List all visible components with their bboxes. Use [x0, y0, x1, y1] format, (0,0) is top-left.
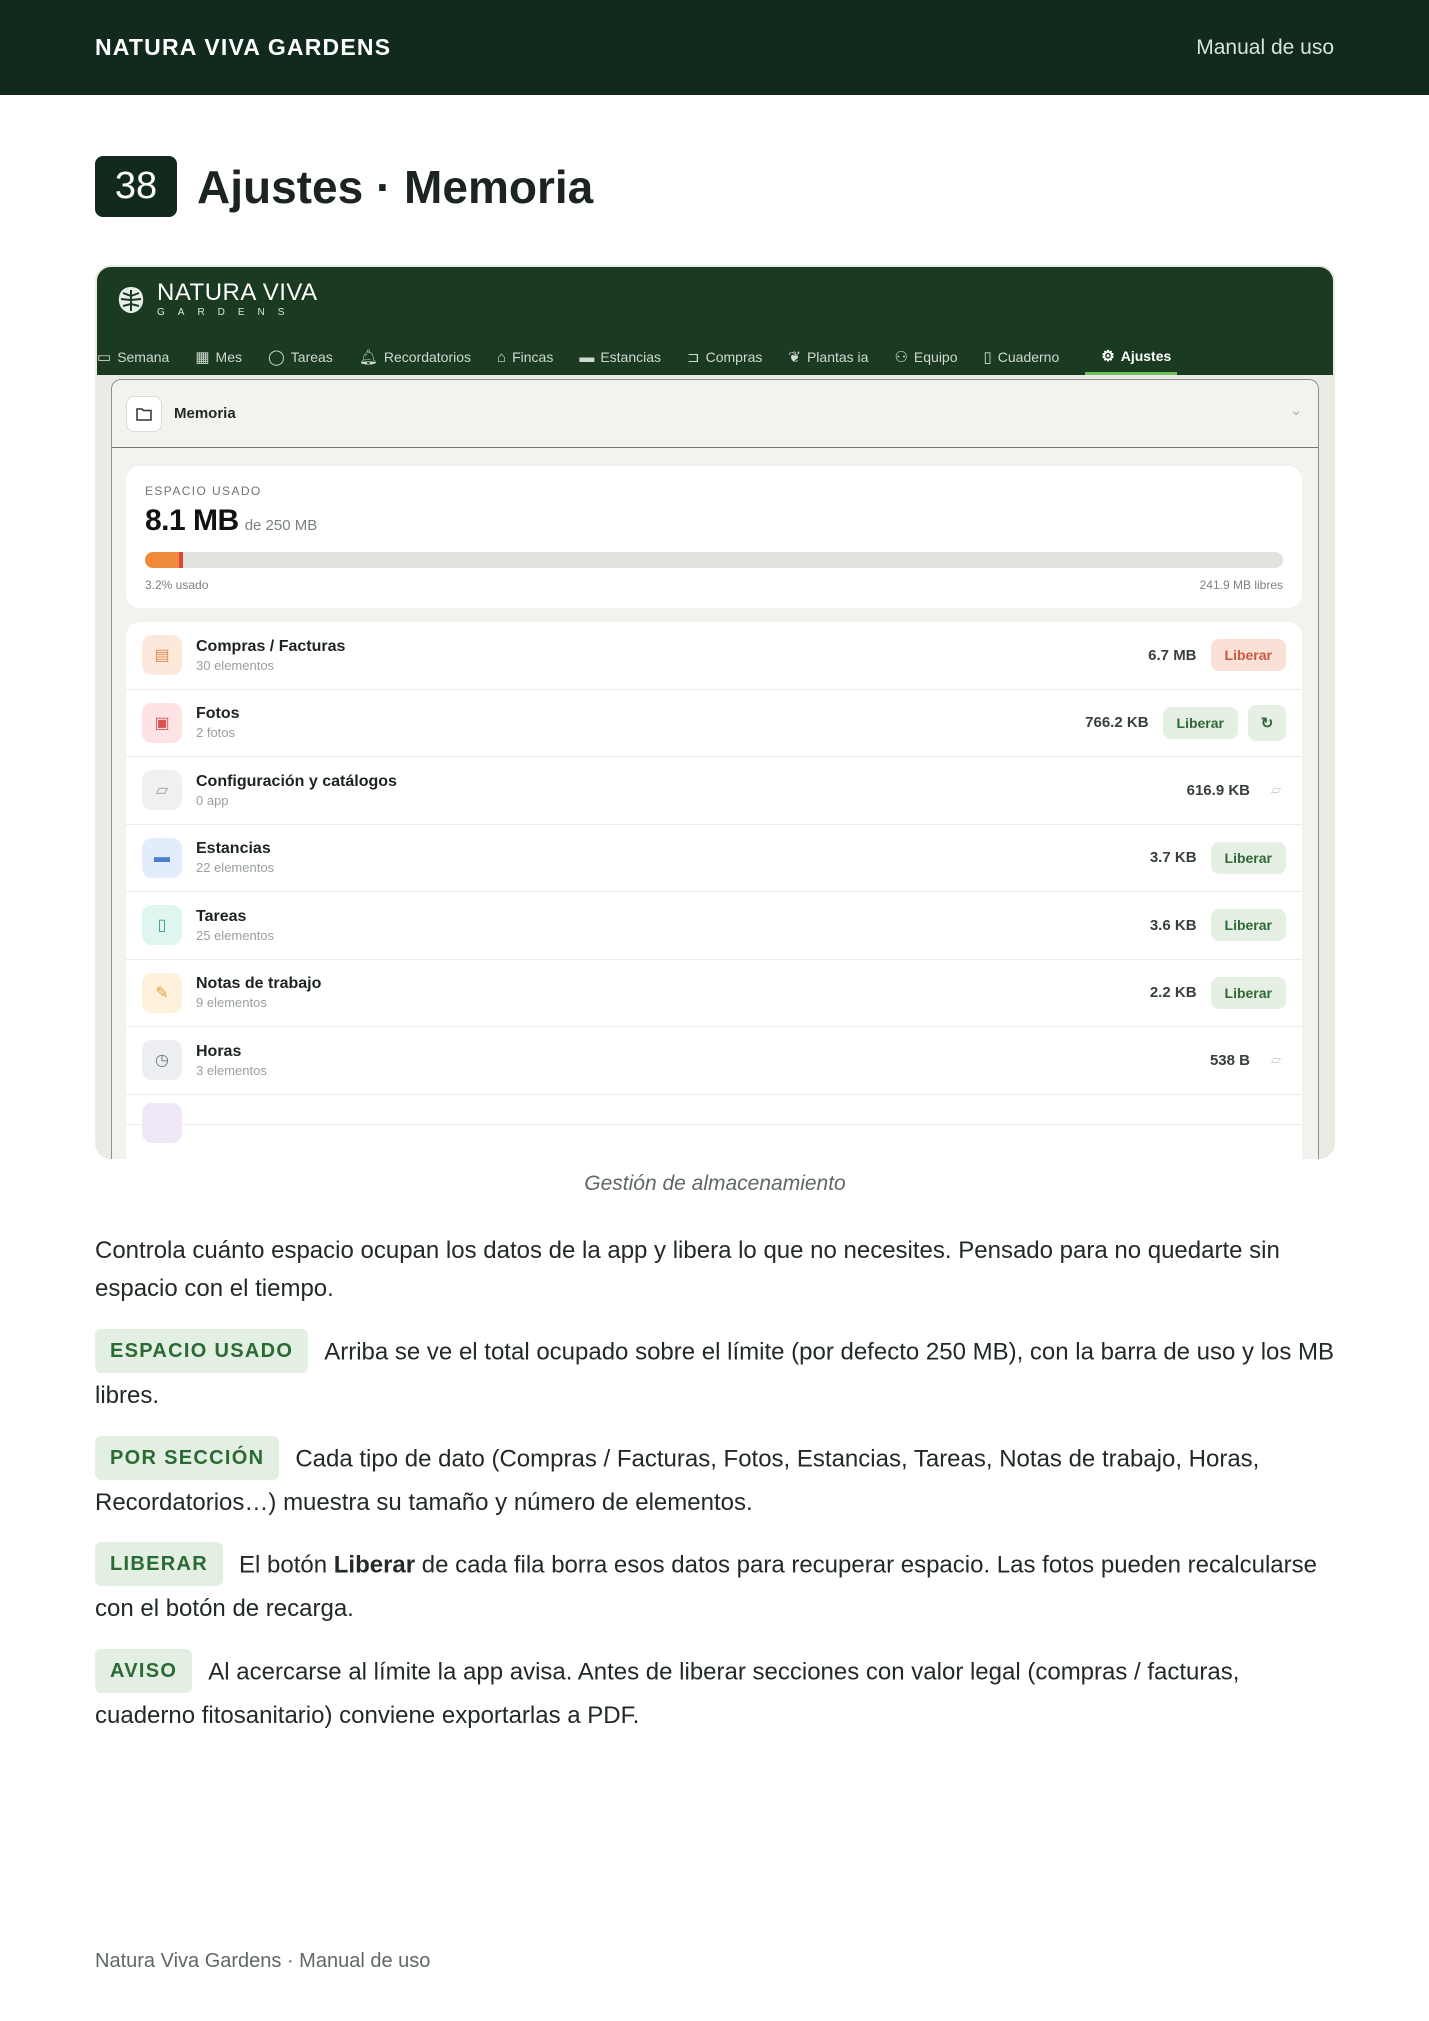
- tag-badge: ESPACIO USADO: [95, 1329, 308, 1373]
- folder-icon: ▱: [142, 770, 182, 810]
- row-count: 9 elementos: [196, 995, 267, 1011]
- row-size: 766.2 KB: [1085, 714, 1149, 732]
- clock-icon: ◷: [142, 1040, 182, 1080]
- usage-free: 241.9 MB libres: [1199, 578, 1283, 592]
- app-screenshot: [95, 265, 1335, 1159]
- item-text: Al acercarse al límite la app avisa. Antes de liberar secciones con valor legal (compras / facturas, cuaderno fitosanitario) conviene exportarlas a PDF.: [95, 1658, 1240, 1729]
- liberar-button[interactable]: Liberar: [1211, 909, 1286, 941]
- row-size: 6.7 MB: [1148, 646, 1197, 664]
- row-size: 2.2 KB: [1149, 984, 1197, 1002]
- storage-row: [126, 1027, 1302, 1095]
- row-size: 538 B: [1209, 1051, 1250, 1069]
- plant-icon: ❦: [788, 349, 801, 366]
- nav-item-semana[interactable]: [97, 339, 179, 375]
- row-size: 3.7 KB: [1149, 849, 1197, 867]
- folder-icon: ▱: [1271, 782, 1281, 798]
- folder-icon: ▱: [1271, 1052, 1281, 1068]
- nav-label: Equipo: [913, 349, 958, 365]
- bell-icon: [142, 1103, 182, 1143]
- row-size: 3.6 KB: [1149, 916, 1197, 934]
- usage-label: ESPACIO USADO: [145, 484, 262, 498]
- liberar-button[interactable]: Liberar: [1163, 707, 1238, 739]
- image-icon: ▣: [142, 703, 182, 743]
- calendar-icon: ▭: [97, 349, 112, 366]
- liberar-button[interactable]: Liberar: [1211, 639, 1286, 671]
- storage-row: [126, 892, 1302, 960]
- bell-icon: 🔔︎: [358, 349, 378, 366]
- liberar-button[interactable]: Liberar: [1211, 977, 1286, 1009]
- storage-row: [126, 757, 1302, 825]
- folder-icon: [126, 396, 162, 432]
- storage-row-partial: [126, 1095, 1302, 1125]
- top-bar: [0, 0, 1429, 95]
- storage-list: [126, 622, 1302, 1159]
- app-logo: [115, 281, 318, 319]
- nav-label: Mes: [215, 349, 242, 365]
- storage-row: [126, 825, 1302, 893]
- reload-icon[interactable]: ↻: [1248, 705, 1286, 741]
- page-title: Ajustes · Memoria: [197, 160, 594, 213]
- usage-bar: [145, 552, 1283, 568]
- storage-row: [126, 690, 1302, 758]
- storage-row: [126, 960, 1302, 1028]
- brand-name: NATURA VIVA GARDENS: [95, 34, 392, 60]
- nav-label: Cuaderno: [997, 349, 1060, 365]
- figure-caption: Gestión de almacenamiento: [584, 1172, 846, 1195]
- storage-row: [126, 622, 1302, 690]
- check-circle-icon: ◯: [267, 349, 285, 366]
- nav-item-plantas-ia[interactable]: [788, 339, 878, 375]
- item-text-bold: Liberar: [333, 1551, 416, 1579]
- pencil-icon: ✎: [142, 973, 182, 1013]
- row-name: Configuración y catálogos: [196, 772, 397, 790]
- item-text-after: de cada fila borra esos datos para recuperar espacio. Las fotos pueden recalcularse con el botón de recarga.: [95, 1551, 1317, 1622]
- clipboard-icon: ▯: [983, 349, 992, 366]
- row-name: Estancias: [196, 840, 271, 858]
- memory-header[interactable]: [112, 380, 1318, 448]
- row-name: Compras / Facturas: [196, 637, 346, 655]
- row-name: Tareas: [196, 907, 247, 925]
- nav-label: Plantas ia: [806, 349, 869, 365]
- monstera-leaf-icon: [115, 284, 147, 316]
- nav-item-equipo[interactable]: [894, 339, 967, 375]
- nav-label: Fincas: [512, 349, 554, 365]
- row-count: 2 fotos: [196, 725, 236, 741]
- item-espacio-usado: [95, 1331, 1335, 1417]
- bed-icon: ▬: [579, 348, 595, 366]
- liberar-button[interactable]: Liberar: [1211, 842, 1286, 874]
- bed-icon: ▬: [142, 838, 182, 878]
- nav-label: Semana: [117, 349, 170, 365]
- row-size: 616.9 KB: [1186, 781, 1250, 799]
- chevron-down-icon[interactable]: ⌄: [1290, 402, 1302, 418]
- item-text-before: El botón: [239, 1551, 334, 1579]
- nav-item-estancias[interactable]: [579, 339, 671, 375]
- nav-label: Recordatorios: [383, 349, 472, 365]
- usage-bar-marker: [179, 552, 183, 568]
- item-aviso: [95, 1651, 1335, 1737]
- nav-label: Compras: [705, 349, 763, 365]
- nav-item-cuaderno[interactable]: [984, 339, 1070, 375]
- users-icon: ⚇: [894, 349, 908, 366]
- row-count: 25 elementos: [196, 927, 275, 943]
- row-name: Fotos: [196, 705, 240, 723]
- usage-limit: de 250 MB: [244, 517, 318, 534]
- document-icon: ▤: [142, 635, 182, 675]
- doc-label: Manual de uso: [1196, 35, 1334, 59]
- memory-panel: [111, 379, 1319, 1159]
- clipboard-check-icon: ▯: [142, 905, 182, 945]
- intro-paragraph: Controla cuánto espacio ocupan los datos de la app y libera lo que no necesites. Pensado para no quedarte sin espacio con el tiempo.: [95, 1237, 1280, 1302]
- tag-badge: LIBERAR: [95, 1542, 223, 1586]
- logo-subtitle: GARDENS: [157, 307, 298, 318]
- row-count: 22 elementos: [196, 860, 275, 876]
- row-name: Horas: [196, 1042, 242, 1060]
- row-count: 0 app: [196, 792, 229, 808]
- calendar-grid-icon: ▦: [195, 349, 210, 366]
- nav-item-ajustes[interactable]: [1085, 339, 1177, 375]
- app-header: [97, 267, 1333, 375]
- nav-label: Estancias: [600, 349, 662, 365]
- main-nav: [97, 339, 1333, 375]
- item-por-seccion: [95, 1438, 1335, 1524]
- gear-icon: ⚙: [1101, 347, 1115, 365]
- logo-title: NATURA VIVA: [157, 279, 318, 306]
- nav-item-recordatorios[interactable]: [359, 339, 481, 375]
- nav-item-mes[interactable]: [195, 339, 252, 375]
- cart-icon: ⊐: [687, 349, 700, 366]
- nav-item-compras[interactable]: [687, 339, 772, 375]
- row-count: 30 elementos: [196, 657, 275, 673]
- memory-title: Memoria: [174, 405, 236, 422]
- item-text: Arriba se ve el total ocupado sobre el límite (por defecto 250 MB), con la barra de uso y los MB libres.: [95, 1338, 1335, 1409]
- usage-card: [126, 466, 1302, 608]
- item-liberar: [95, 1544, 1335, 1630]
- nav-item-fincas[interactable]: [497, 339, 563, 375]
- usage-bar-fill: [145, 552, 181, 568]
- usage-percent: 3.2% usado: [145, 578, 209, 592]
- home-icon: ⌂: [497, 348, 507, 366]
- row-name: Notas de trabajo: [196, 975, 322, 993]
- nav-label: Ajustes: [1120, 347, 1172, 364]
- nav-item-tareas[interactable]: [268, 339, 343, 375]
- section-number: 38: [95, 156, 177, 217]
- page-footer: Natura Viva Gardens · Manual de uso: [95, 1950, 431, 1972]
- usage-value: 8.1 MB: [145, 504, 239, 537]
- tag-badge: AVISO: [95, 1649, 192, 1693]
- tag-badge: POR SECCIÓN: [95, 1436, 279, 1480]
- section-heading: [95, 156, 593, 217]
- row-count: 3 elementos: [196, 1062, 267, 1078]
- nav-label: Tareas: [290, 349, 333, 365]
- item-text: Cada tipo de dato (Compras / Facturas, Fotos, Estancias, Tareas, Notas de trabajo, Horas, Recordatorios…) muestra su tamaño y número de elementos.: [95, 1445, 1260, 1516]
